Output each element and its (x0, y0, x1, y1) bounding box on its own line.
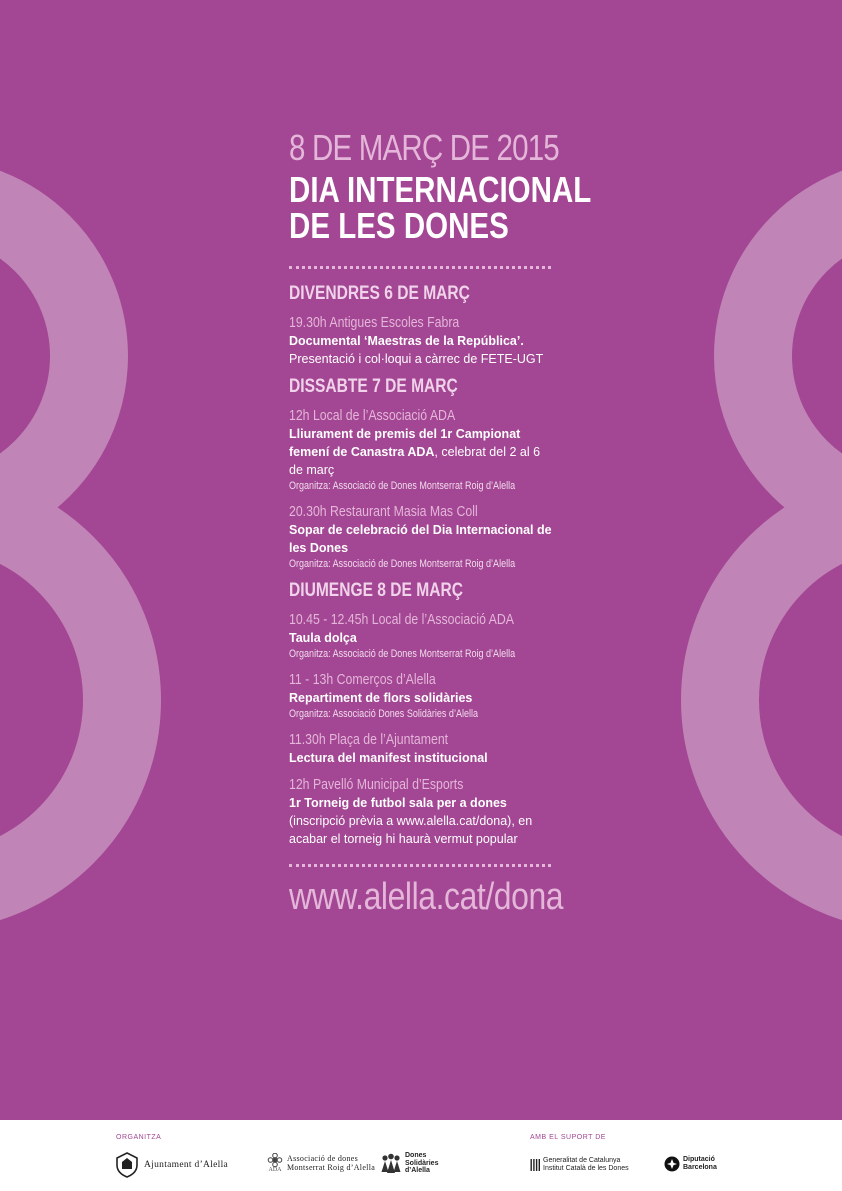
ajuntament-alella-logo (116, 1152, 228, 1178)
event-item (289, 670, 554, 722)
generalitat-name: Generalitat de Catalunya Institut Català de les Dones (543, 1157, 629, 1172)
diputacio-emblem-icon (664, 1156, 680, 1172)
generalitat-logo (530, 1157, 629, 1173)
event-title: Sopar de celebració del Dia Internacional de les Dones (289, 523, 552, 555)
event-item (289, 610, 554, 662)
diputacio-logo (664, 1156, 717, 1172)
poster-content (289, 127, 592, 918)
poster-title (289, 169, 592, 246)
sponsors-footer (0, 1120, 842, 1191)
event-description (289, 332, 554, 368)
program-list (289, 283, 554, 848)
event-details: (inscripció prèvia a www.alella.cat/dona), en acabar el torneig hi haurà vermut popular (289, 814, 533, 846)
event-details: , celebrat del 2 al 6 de març (289, 445, 541, 477)
dones-solidaries-name: Dones Solidàries d’Alella (405, 1152, 439, 1174)
day-heading: DIUMENGE 8 DE MARÇ (289, 580, 463, 601)
event-organizer: Organitza: Associació de Dones Montserrat Roig d’Alella (289, 480, 516, 492)
flower-icon (266, 1153, 284, 1167)
event-time-place: 11.30h Plaça de l’Ajuntament (289, 731, 449, 748)
event-item (289, 775, 554, 848)
event-organizer: Organitza: Associació de Dones Montserrat Roig d’Alella (289, 648, 516, 660)
diputacio-name: Diputació Barcelona (683, 1156, 717, 1171)
women-group-icon (380, 1152, 402, 1174)
coat-of-arms-icon (116, 1152, 138, 1178)
event-time-place: 20.30h Restaurant Masia Mas Coll (289, 503, 478, 520)
event-description (289, 629, 554, 647)
day-heading: DIVENDRES 6 DE MARÇ (289, 283, 470, 304)
event-title: Taula dolça (289, 631, 357, 645)
senyera-icon (530, 1159, 540, 1171)
event-description (289, 794, 554, 848)
event-item (289, 406, 554, 494)
event-date: 8 DE MARÇ DE 2015 (289, 127, 559, 168)
title-line-1: DIA INTERNACIONAL (289, 169, 592, 210)
event-time-place: 12h Local de l’Associació ADA (289, 407, 456, 424)
event-title: 1r Torneig de futbol sala per a dones (289, 796, 507, 810)
event-item (289, 313, 554, 368)
ada-logo (266, 1153, 375, 1173)
event-title: Lliurament de premis del 1r Campionat femení de Canastra ADA (289, 427, 521, 459)
website-url[interactable]: www.alella.cat/dona (289, 876, 564, 918)
ada-name: Associació de dones Montserrat Roig d’Alella (287, 1154, 376, 1172)
event-item (289, 730, 554, 767)
ajuntament-name: Ajuntament d’Alella (144, 1159, 229, 1170)
event-details: Presentació i col·loqui a càrrec de FETE-UGT (289, 352, 544, 366)
event-time-place: 10.45 - 12.45h Local de l’Associació ADA (289, 611, 514, 628)
suport-label: AMB EL SUPORT DE (530, 1134, 606, 1141)
day-heading: DISSABTE 7 DE MARÇ (289, 376, 458, 397)
event-time-place: 19.30h Antigues Escoles Fabra (289, 314, 460, 331)
event-title: Repartiment de flors solidàries (289, 691, 473, 705)
event-item (289, 502, 554, 572)
event-description (289, 521, 554, 557)
dotted-divider-bottom (289, 864, 551, 867)
event-time-place: 12h Pavelló Municipal d’Esports (289, 776, 464, 793)
title-line-2: DE LES DONES (289, 205, 509, 246)
event-title: Documental ‘Maestras de la República’. (289, 334, 524, 348)
event-description (289, 425, 554, 479)
dotted-divider-top (289, 266, 551, 269)
event-organizer: Organitza: Associació Dones Solidàries d’Alella (289, 708, 479, 720)
event-description (289, 689, 554, 707)
event-organizer: Organitza: Associació de Dones Montserrat Roig d’Alella (289, 558, 516, 570)
event-title: Lectura del manifest institucional (289, 751, 488, 765)
ada-mark: ADA (266, 1153, 284, 1173)
dones-solidaries-logo (380, 1152, 438, 1175)
organitza-label: ORGANITZA (116, 1134, 162, 1141)
event-description (289, 749, 554, 767)
event-time-place: 11 - 13h Comerços d’Alella (289, 671, 436, 688)
